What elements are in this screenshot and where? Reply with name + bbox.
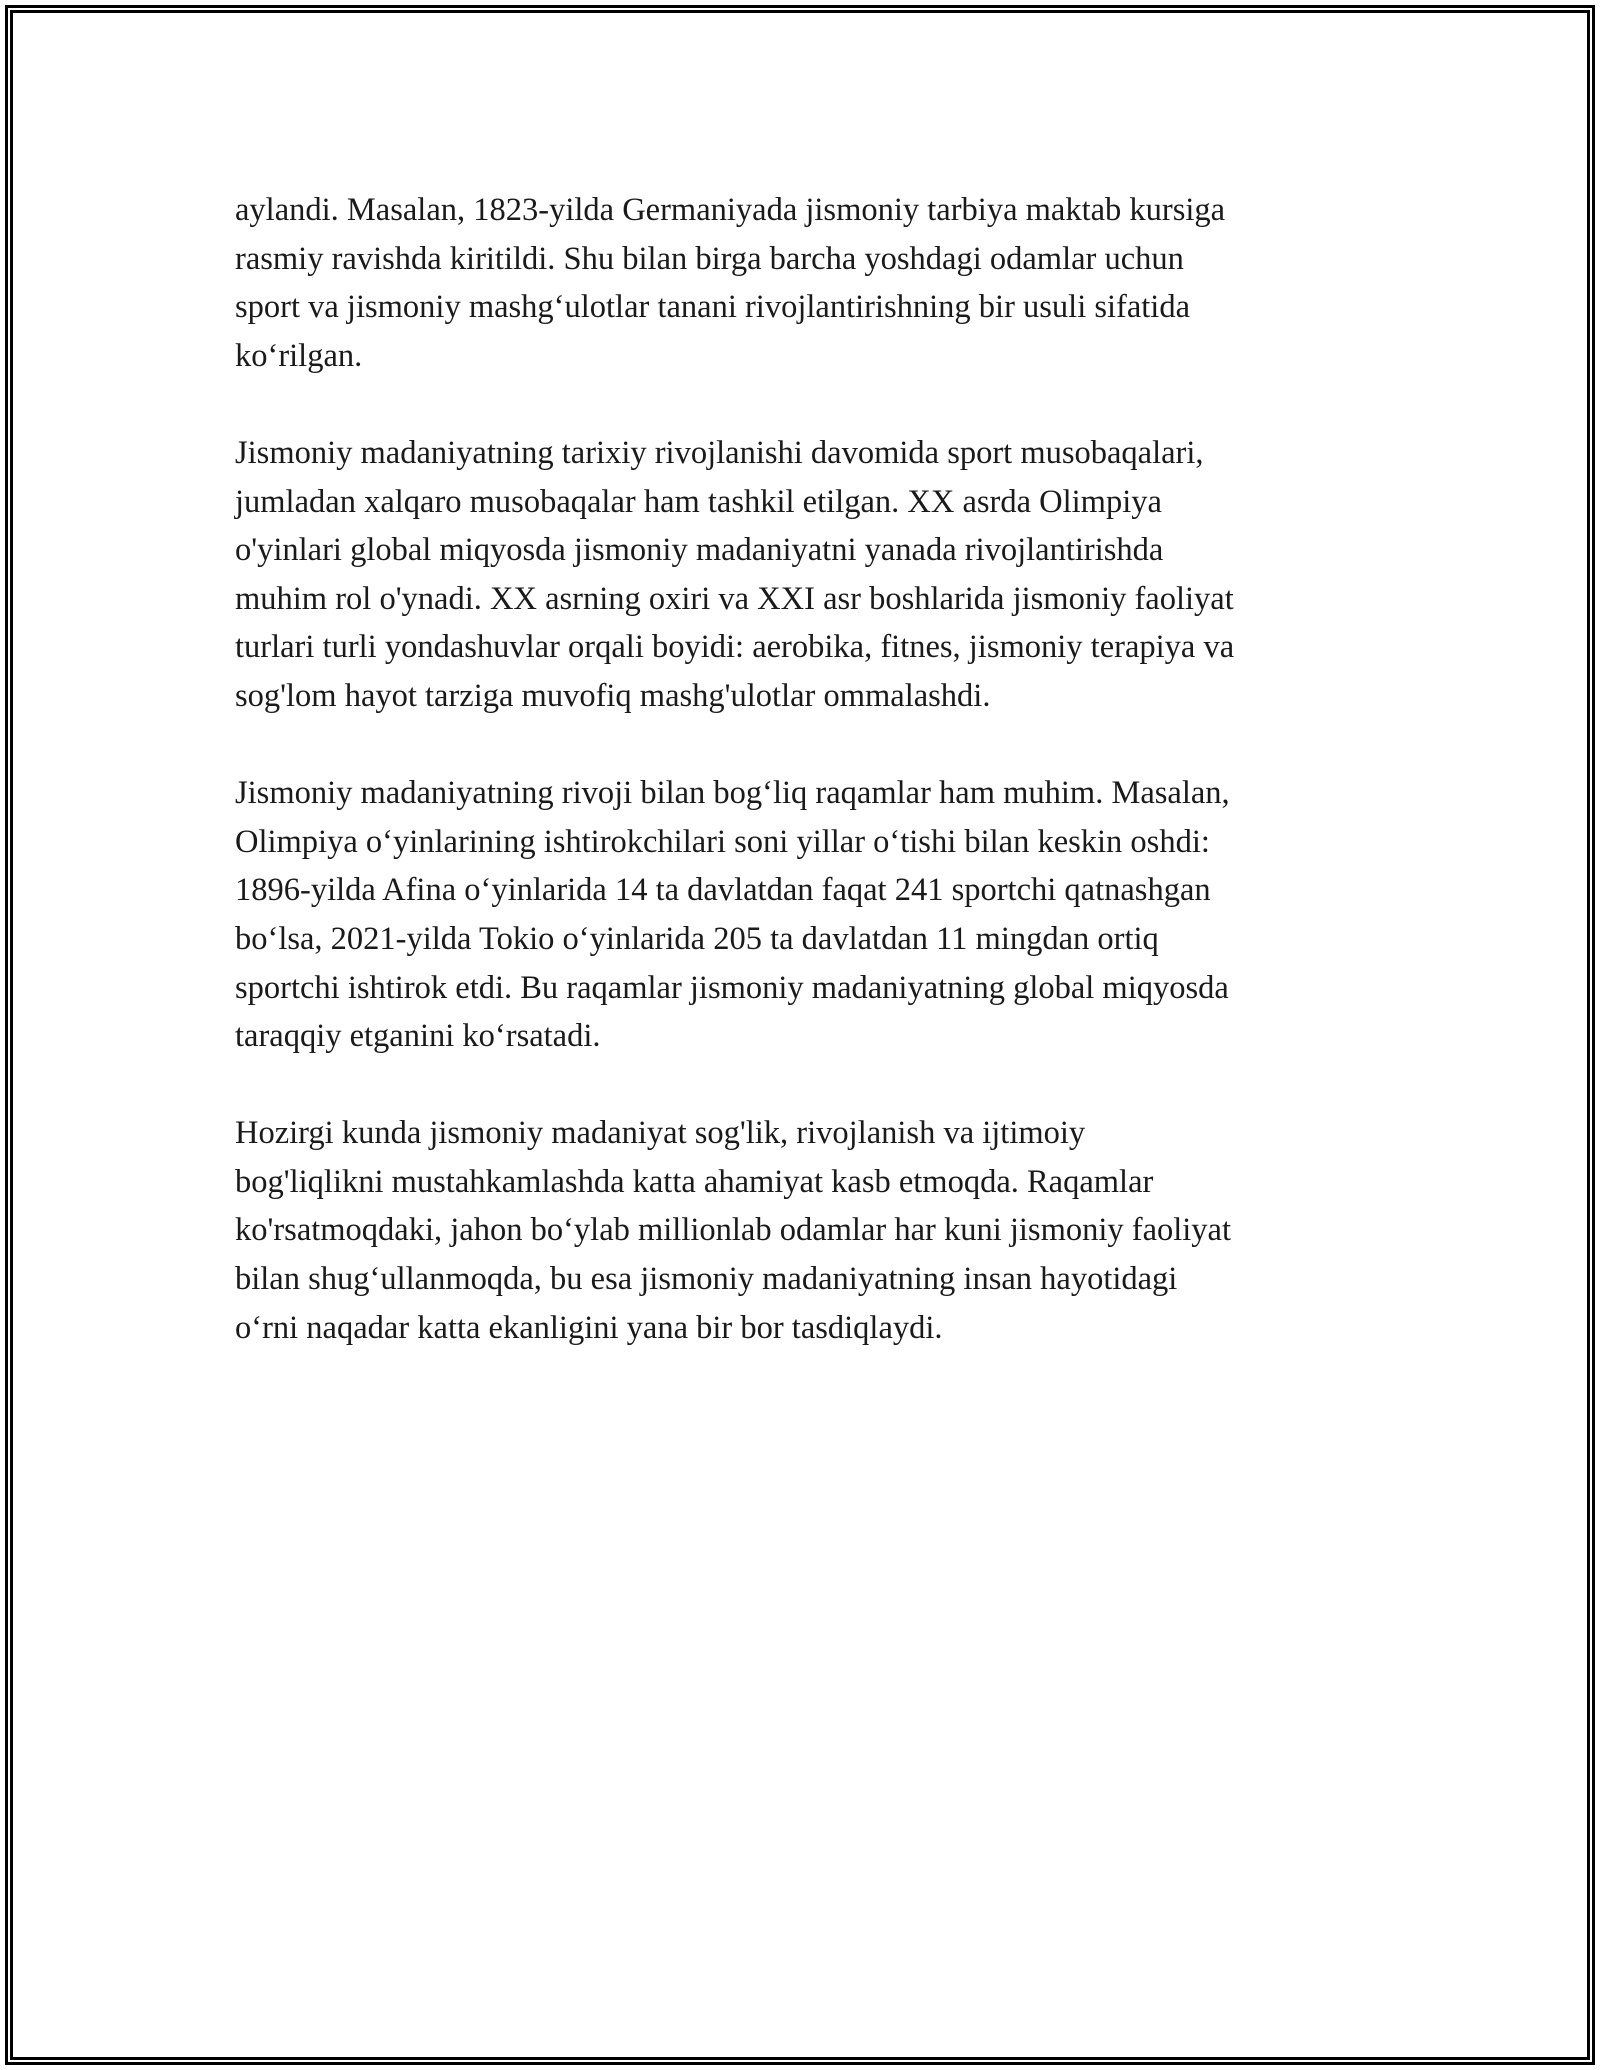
paragraph-1: [235, 186, 1385, 380]
text-line: taraqqiy etganini ko‘rsatadi.: [235, 1018, 601, 1055]
text-line: Jismoniy madaniyatning tarixiy rivojlanishi davomida sport musobaqalari,: [235, 434, 1204, 471]
text-line: muhim rol o'ynadi. XX asrning oxiri va XXI asr boshlarida jismoniy faoliyat: [235, 580, 1234, 617]
text-line: o'yinlari global miqyosda jismoniy madaniyatni yanada rivojlantirishda: [235, 532, 1164, 569]
text-line: sog'lom hayot tarziga muvofiq mashg'ulotlar ommalashdi.: [235, 677, 991, 714]
paragraph-4: [235, 1109, 1385, 1352]
text-line: rasmiy ravishda kiritildi. Shu bilan birga barcha yoshdagi odamlar uchun: [235, 240, 1184, 277]
text-line: aylandi. Masalan, 1823-yilda Germaniyada jismoniy tarbiya maktab kursiga: [235, 192, 1226, 228]
text-line: o‘rni naqadar katta ekanligini yana bir bor tasdiqlaydi.: [235, 1309, 943, 1346]
text-line: sportchi ishtirok etdi. Bu raqamlar jismoniy madaniyatning global miqyosda: [235, 969, 1229, 1006]
text-line: turlari turli yondashuvlar orqali boyidi: aerobika, fitnes, jismoniy terapiya va: [235, 629, 1235, 666]
text-line: Jismoniy madaniyatning rivoji bilan bog‘liq raqamlar ham muhim. Masalan,: [235, 775, 1230, 812]
paragraph-2: [235, 429, 1385, 721]
text-line: jumladan xalqaro musobaqalar ham tashkil etilgan. XX asrda Olimpiya: [235, 483, 1162, 520]
text-line: sport va jismoniy mashg‘ulotlar tanani rivojlantirishning bir usuli sifatida: [235, 289, 1191, 326]
text-line: bilan shug‘ullanmoqda, bu esa jismoniy madaniyatning insan hayotidagi: [235, 1261, 1178, 1298]
paragraph-3: [235, 769, 1385, 1061]
text-line: ko'rsatmoqdaki, jahon bo‘ylab millionlab odamlar har kuni jismoniy faoliyat: [235, 1212, 1232, 1249]
text-line: 1896-yilda Afina o‘yinlarida 14 ta davlatdan faqat 241 sportchi qatnashgan: [235, 872, 1211, 909]
text-line: Olimpiya o‘yinlarining ishtirokchilari soni yillar o‘tishi bilan keskin oshdi:: [235, 823, 1210, 860]
text-line: bog'liqlikni mustahkamlashda katta ahamiyat kasb etmoqda. Raqamlar: [235, 1163, 1154, 1200]
text-line: bo‘lsa, 2021-yilda Tokio o‘yinlarida 205 ta davlatdan 11 mingdan ortiq: [235, 920, 1159, 957]
document-body: [235, 186, 1385, 1401]
text-line: Hozirgi kunda jismoniy madaniyat sog'lik, rivojlanish va ijtimoiy: [235, 1115, 1086, 1152]
text-line: ko‘rilgan.: [235, 337, 363, 374]
